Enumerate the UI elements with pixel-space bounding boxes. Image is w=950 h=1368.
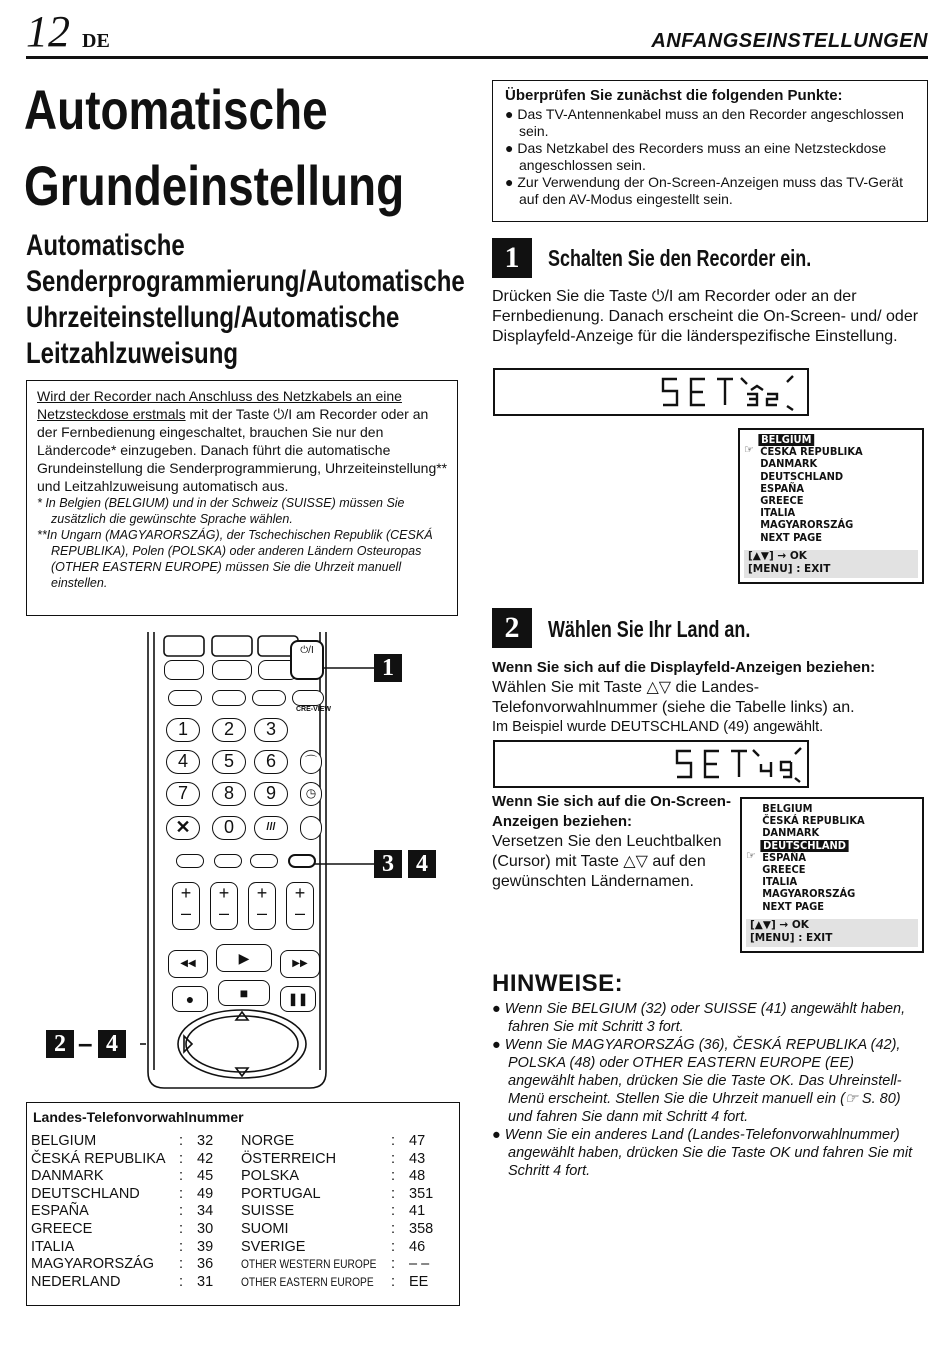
step2-number: 2 [492,608,532,648]
country-code: 31 [197,1273,214,1290]
menu-item[interactable]: BELGIUM [762,802,813,815]
callout-range-dash: – [78,1028,93,1058]
callout-range-from: 2 [46,1030,74,1058]
country-code: 351 [409,1185,434,1202]
separator: : [179,1150,184,1167]
menu-item[interactable]: BELGIUM [744,434,904,446]
menu-item[interactable]: MAGYARORSZÁG [760,518,854,532]
step1-text: Drücken Sie die Taste ⏻/I am Recorder oder an der Fernbedienung. Danach erscheint die On-Screen- und/ oder Displayfeld-Anzeige für die länderspezifische Einstellung. [492,288,919,345]
osd-menu-2 [740,797,924,953]
intro-text: mit der Taste ⏻/I am Recorder oder an der Fernbedienung eingeschaltet, brauchen Sie nur den Ländercode* einzugeben. Danach führt die automatische Grundeinstellung die Senderprogrammierung, Uhrzeiteinstellung** und Leitzahlzuweisung automatisch aus. [37,406,448,494]
country-name: ÖSTERREICH [241,1150,337,1167]
country-code: 48 [409,1168,426,1185]
digit-6-button[interactable]: 6 [254,750,288,774]
remote-button[interactable] [212,660,252,680]
menu-footer: [▲▼] → OK [MENU] : EXIT [746,919,918,947]
record-button[interactable]: ● [172,986,208,1012]
separator: : [391,1256,396,1273]
intro-underlined: Wird der Recorder nach Anschluss des Netzkabels an eine Netzsteckdose erstmals [37,388,402,422]
separator: : [391,1133,396,1149]
country-name: ESPAÑA [31,1203,89,1220]
separator: : [179,1273,184,1290]
menu-item[interactable]: MAGYARORSZÁG [762,887,856,901]
pointer-icon: ☞ [744,444,754,456]
menu-item[interactable]: NEXT PAGE [760,530,822,544]
country-name: ČESKÁ REPUBLIKA [31,1150,166,1167]
separator: : [391,1185,396,1202]
country-name: MAGYARORSZÁG [31,1256,154,1273]
menu-item[interactable]: GREECE [760,494,804,508]
remote-control-illustration [140,632,440,1092]
intro-box [26,380,458,616]
step1-title: Schalten Sie den Recorder ein. [548,245,812,271]
cancel-button[interactable]: ✕ [166,816,200,840]
country-name: GREECE [31,1221,93,1237]
hinweise-list [492,1000,924,1180]
sub-title-line: Automatische [26,229,185,262]
sub-title-line: Senderprogrammierung/Automatische [26,265,465,298]
sub-title-line: Leitzahlzuweisung [26,337,239,370]
country-code: 36 [197,1256,214,1273]
digit-5-button[interactable]: 5 [212,750,246,774]
antenna-button[interactable]: ⌒ [300,750,322,774]
country-code: 30 [197,1221,214,1237]
hint-item: ● Wenn Sie MAGYARORSZÁG (36), ČESKÁ REPUBLIKA (42), POLSKA (48) oder OTHER EASTERN EUROPE (EE) angewählt haben, drücken Sie die Taste OK. Das Uhreinstell-Menü erscheint. Stellen Sie die Uhrzeit manuell ein (☞ S. 80) und fahren Sie dann mit Schritt 4 fort. [492,1037,902,1125]
country-name: DANMARK [31,1168,104,1185]
country-code: 42 [197,1150,214,1167]
country-name: NEDERLAND [31,1273,121,1290]
country-code: EE [409,1273,429,1290]
separator: : [391,1238,396,1255]
page-number: 12 [26,7,70,56]
plus-minus-rocker[interactable]: + – [172,882,200,930]
country-name: SUISSE [241,1203,295,1220]
digit-9-button[interactable]: 9 [254,782,288,806]
step1-number: 1 [492,238,532,278]
callout-step-3: 3 [374,850,402,878]
separator: : [391,1150,396,1167]
menu-item[interactable]: ITALIA [760,506,796,520]
rewind-button[interactable]: ◀◀ [168,950,208,978]
country-name: POLSKA [241,1168,300,1185]
header-rule [26,56,928,59]
plus-minus-rocker[interactable]: + – [248,882,276,930]
hinweise-title: HINWEISE: [492,970,624,997]
main-title-line: Automatische [24,78,328,141]
section-title: ANFANGSEINSTELLUNGEN [651,30,928,52]
osd-menu-1 [738,428,924,584]
country-name: SUOMI [241,1221,289,1237]
remote-button[interactable] [168,690,202,706]
step2-display-text: Wählen Sie mit Taste △▽ die Landes-Telefonvorwahlnummer (siehe die Tabelle links) an. [492,679,855,716]
separator: : [179,1168,184,1185]
lcd-segments-2 [495,742,807,786]
country-code: 41 [409,1203,426,1220]
remote-button[interactable] [252,690,286,706]
separator: : [391,1273,396,1290]
clock-button[interactable]: ◷ [300,782,322,806]
slash-button[interactable]: /// [254,816,288,840]
remote-button[interactable] [292,690,324,706]
table-title: Landes-Telefonvorwahlnummer [33,1109,244,1125]
menu-item[interactable]: DANMARK [762,826,820,840]
digit-0-button[interactable]: 0 [212,816,246,840]
digit-2-button[interactable]: 2 [212,718,246,742]
main-title [24,72,405,224]
menu-item[interactable]: ESPAÑA [760,481,805,495]
country-name: ITALIA [31,1238,75,1255]
country-code: 39 [197,1238,214,1255]
intro-note-1: * In Belgien (BELGIUM) und in der Schweiz (SUISSE) müssen Sie zusätzlich die gewünschte Sprache wählen. [37,496,405,526]
lcd-display-1 [493,368,809,416]
country-code-table [26,1102,460,1306]
check-heading: Überprüfen Sie zunächst die folgenden Punkte: [505,87,843,104]
country-name: OTHER EASTERN EUROPE [241,1274,374,1289]
menu-item[interactable]: ČESKÁ REPUBLIKA [762,814,865,828]
sub-title-line: Uhrzeiteinstellung/Automatische [26,301,400,334]
country-code: 43 [409,1150,426,1167]
remote-button[interactable] [250,854,278,868]
separator: : [391,1221,396,1237]
callout-range-to: 4 [98,1030,126,1058]
hint-item: ● Wenn Sie BELGIUM (32) oder SUISSE (41) angewählt haben, fahren Sie mit Schritt 3 fort. [492,1001,906,1035]
country-code: 45 [197,1168,214,1185]
country-code: 47 [409,1133,426,1149]
country-name: PORTUGAL [241,1185,321,1202]
step2-display-heading: Wenn Sie sich auf die Displayfeld-Anzeigen beziehen: [492,659,876,676]
separator: : [179,1238,184,1255]
main-title-line: Grundeinstellung [24,154,405,217]
mute-button[interactable] [212,690,246,706]
step2-osd-heading: Wenn Sie sich auf die On-Screen-Anzeigen beziehen: [492,793,731,830]
remote-button[interactable] [176,854,204,868]
sub-title [26,228,474,372]
menu-footer: [▲▼] → OK [MENU] : EXIT [744,550,918,578]
menu-item[interactable]: ESPAÑA [762,850,807,864]
menu-item[interactable]: ITALIA [762,875,798,889]
fast-forward-button[interactable]: ▶▶ [280,950,320,978]
review-label: CRE-VIEW [296,706,331,713]
separator: : [391,1203,396,1220]
step2-osd-text: Versetzen Sie den Leuchtbalken (Cursor) mit Taste △▽ auf den gewünschten Ländernamen. [492,833,722,890]
country-code: 46 [409,1238,426,1255]
separator: : [179,1133,184,1149]
separator: : [179,1256,184,1273]
intro-note-2: **In Ungarn (MAGYARORSZÁG), der Tschechischen Republik (CESKÁ REPUBLIKA), Polen (POLSKA) oder anderen Ländern Osteuropas (OTHER EASTERN EUROPE) müssen Sie die Uhrzeit manuell einstellen. [37,528,433,590]
plus-minus-rocker[interactable]: + – [210,882,238,930]
step2-example: Im Beispiel wurde DEUTSCHLAND (49) angewählt. [492,719,824,735]
country-code: – – [409,1256,430,1273]
separator: : [391,1168,396,1185]
plus-minus-rocker[interactable]: + – [286,882,314,930]
country-code: 49 [197,1185,214,1202]
intro-paragraph [37,387,449,495]
lcd-segments-1 [495,370,807,414]
country-name: BELGIUM [31,1133,97,1149]
digit-3-button[interactable]: 3 [254,718,288,742]
separator: : [179,1221,184,1237]
check-box [492,80,928,222]
menu-item[interactable]: GREECE [762,863,806,877]
callout-step-1: 1 [374,654,402,682]
step2-title: Wählen Sie Ihr Land an. [548,616,751,642]
power-button[interactable]: ⏻/I [290,640,324,680]
check-item: ● Das Netzkabel des Recorders muss an eine Netzsteckdose angeschlossen sein. [505,140,887,173]
country-code: 34 [197,1203,214,1220]
country-name: NORGE [241,1133,295,1149]
menu-item[interactable]: NEXT PAGE [762,899,824,913]
pointer-icon: ☞ [746,850,756,862]
menu-item[interactable]: DANMARK [760,457,818,471]
pause-button[interactable]: ❚❚ [280,986,316,1012]
menu-item[interactable]: DEUTSCHLAND [760,469,844,483]
check-item: ● Zur Verwendung der On-Screen-Anzeigen muss das TV-Gerät auf den AV-Modus eingestellt sein. [505,174,904,207]
menu-item[interactable]: DEUTSCHLAND [746,840,904,852]
country-name: OTHER WESTERN EUROPE [241,1257,377,1272]
country-code: 32 [197,1133,214,1149]
menu-item[interactable]: ČESKÁ REPUBLIKA [760,445,863,459]
digit-4-button[interactable]: 4 [166,750,200,774]
country-name: DEUTSCHLAND [31,1185,140,1202]
lcd-display-2 [493,740,809,788]
page-language: DE [82,30,110,52]
ok-target-button[interactable] [288,854,316,868]
remote-button[interactable] [300,816,322,840]
country-code: 358 [409,1221,434,1237]
callout-step-4: 4 [408,850,436,878]
hint-item: ● Wenn Sie ein anderes Land (Landes-Telefonvorwahlnummer) angewählt haben, drücken Sie die Taste OK und fahren Sie mit Schritt 4 fort. [492,1127,913,1179]
separator: : [179,1203,184,1220]
digit-1-button[interactable]: 1 [166,718,200,742]
digit-8-button[interactable]: 8 [212,782,246,806]
play-button[interactable]: ▶ [216,944,272,972]
stop-button[interactable]: ■ [218,980,270,1006]
digit-7-button[interactable]: 7 [166,782,200,806]
country-name: SVERIGE [241,1238,306,1255]
remote-button[interactable] [214,854,242,868]
separator: : [179,1185,184,1202]
remote-button[interactable] [164,660,204,680]
check-item: ● Das TV-Antennenkabel muss an den Recorder angeschlossen sein. [505,106,904,139]
